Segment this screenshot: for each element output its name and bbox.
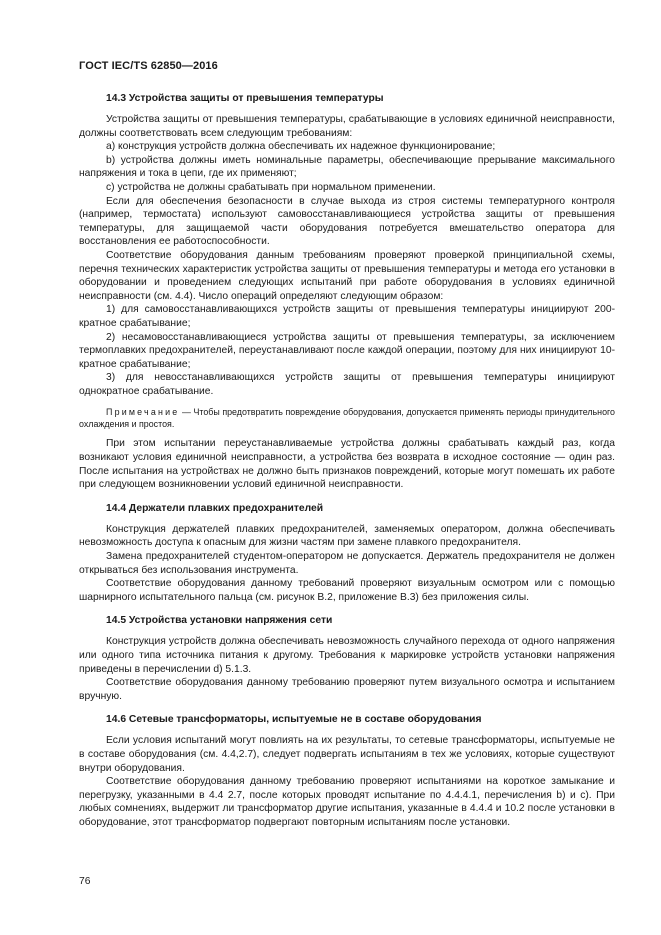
section-14-3 <box>79 92 615 492</box>
note <box>79 406 615 430</box>
paragraph: Конструкция устройств должна обеспечивать невозможность случайного перехода от одного напряжения или одного типа источника питания к другому. Требования к маркировке устройств установки напряжения приведены в перечислении d) 5.1.3. <box>79 636 615 675</box>
document-body <box>79 92 615 840</box>
section-14-4 <box>79 502 615 605</box>
section-title: 14.5 Устройства установки напряжения сети <box>106 615 333 627</box>
list-item: 3) для невосстанавливающихся устройств защиты от превышения температуры инициируют однократное срабатывание. <box>79 372 615 397</box>
paragraph: Соответствие оборудования данному требованию проверяют путем визуального осмотра и испытанием вручную. <box>79 677 615 702</box>
paragraph: Замена предохранителей студентом-оператором не допускается. Держатель предохранителя не должен открываться без использования инструмента. <box>79 551 615 576</box>
paragraph: Устройства защиты от превышения температуры, срабатывающие в условиях единичной неисправности, должны соответствовать всем следующим требованиям: <box>79 114 615 139</box>
paragraph: Если для обеспечения безопасности в случае выхода из строя системы температурного контроля (например, термостата) используют самовосстанавливающиеся устройства защиты от превышения температуры, для защищаемой части оборудования потребуется вмешательство оператора для восстановления ее работоспособности. <box>79 195 615 248</box>
document-header: ГОСТ IEC/TS 62850—2016 <box>79 60 218 72</box>
list-item: 1) для самовосстанавливающихся устройств защиты от превышения температуры инициируют 200-кратное срабатывание; <box>79 304 615 329</box>
paragraph: При этом испытании переустанавливаемые устройства должны срабатывать каждый раз, когда возникают условия единичной неисправности, а устройства без возврата в исходное состояние — один раз. После испытания на устройствах не должно быть признаков повреждений, которые могут помешать их работе при следующем возникновении условий единичной неисправности. <box>79 438 615 491</box>
section-14-6 <box>79 713 615 829</box>
section-title: 14.6 Сетевые трансформаторы, испытуемые не в составе оборудования <box>106 714 482 726</box>
section-title: 14.4 Держатели плавких предохранителей <box>106 502 324 514</box>
paragraph: Конструкция держателей плавких предохранителей, заменяемых оператором, должна обеспечивать невозможность доступа к опасным для жизни частям при замене плавкого предохранителя. <box>79 523 615 549</box>
paragraph: Если условия испытаний могут повлиять на их результаты, то сетевые трансформаторы, испытуемые не в составе оборудования (см. 4.4,2.7), следует подвергать испытаниям в тех же условиях, которые существуют внутри оборудования. <box>79 735 615 774</box>
section-14-5 <box>79 614 615 703</box>
list-item: 2) несамовосстанавливающиеся устройства защиты от превышения температуры, за исключением термоплавких предохранителей, переустанавливают после каждой операции, поэтому для них инициируют 10-кратное срабатывание; <box>79 331 615 370</box>
paragraph: Соответствие оборудования данному требованию проверяют испытаниями на короткое замыкание и перегрузку, указанными в 4.4 2.7, после которых проводят испытание по 4.4.4.1, перечисления b) и c). При любых сомнениях, выдержит ли трансформатор другие испытания, указанные в 4.4.4 и 10.2 после установки в оборудование, этот трансформатор подвергают повторным испытаниям после установки. <box>79 776 615 828</box>
note-text: — Чтобы предотвратить повреждение оборудования, допускается применять периоды принудительного охлаждения и простоя. <box>79 407 615 430</box>
section-title: 14.3 Устройства защиты от превышения температуры <box>106 93 384 104</box>
list-item: b) устройства должны иметь номинальные параметры, обеспечивающие прерывание максимального напряжения и тока в цепи, где их применяют; <box>79 154 615 180</box>
note-label: Примечание <box>106 407 180 418</box>
list-item: c) устройства не должны срабатывать при нормальном применении. <box>106 181 436 193</box>
list-item: a) конструкция устройств должна обеспечивать их надежное функционирование; <box>106 141 496 153</box>
paragraph: Соответствие оборудования данным требованиям проверяют проверкой принципиальной схемы, перечня технических характеристик устройства защиты от превышения температуры и метода его установки в оборудовании и проведением следующих испытаний при работе оборудования в условиях единичной неисправности (см. 4.4). Число операций определяют следующим образом: <box>79 249 615 302</box>
paragraph: Соответствие оборудования данному требований проверяют визуальным осмотром или с помощью шарнирного испытательного пальца (см. рисунок В.2, приложение В.3) без приложения силы. <box>79 578 615 603</box>
page-number: 76 <box>79 876 91 887</box>
